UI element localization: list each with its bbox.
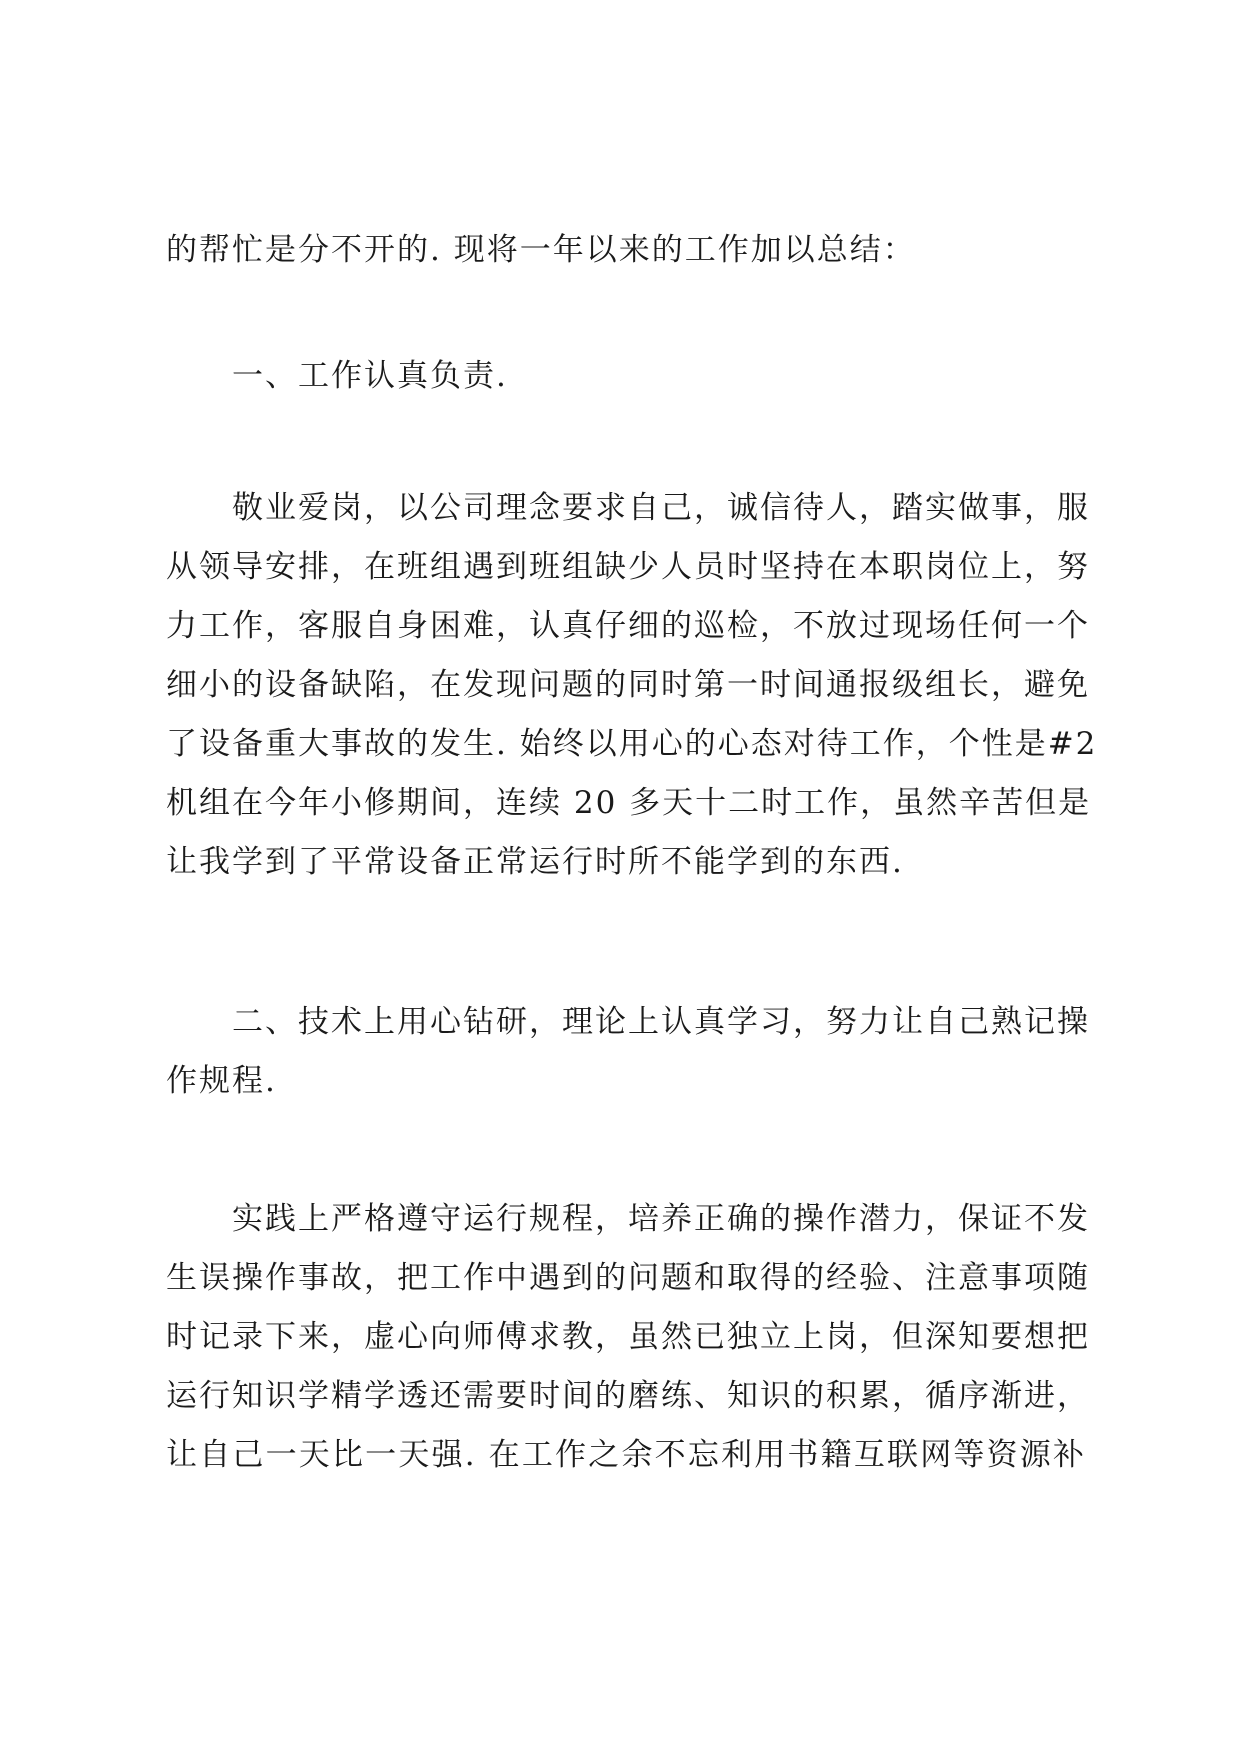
text-line: 敬业爱岗，以公司理念要求自己，诚信待人，踏实做事，服 bbox=[232, 490, 1090, 526]
text-line: 让自己一天比一天强. 在工作之余不忘利用书籍互联网等资源补 bbox=[166, 1437, 1086, 1473]
text-line: 作规程. bbox=[166, 1063, 277, 1099]
text-line: 机组在今年小修期间，连续 20 多天十二时工作，虽然辛苦但是 bbox=[166, 785, 1092, 821]
text-line: 从领导安排，在班组遇到班组缺少人员时坚持在本职岗位上，努 bbox=[166, 549, 1090, 585]
text-line: 生误操作事故，把工作中遇到的问题和取得的经验、注意事项随 bbox=[166, 1260, 1090, 1296]
text-line: 让我学到了平常设备正常运行时所不能学到的东西. bbox=[166, 844, 904, 880]
text-line: 二、技术上用心钻研，理论上认真学习，努力让自己熟记操 bbox=[232, 1004, 1090, 1040]
text-line: 力工作，客服自身困难，认真仔细的巡检，不放过现场任何一个 bbox=[166, 608, 1090, 644]
text-line: 一、工作认真负责. bbox=[232, 358, 508, 394]
text-line: 的帮忙是分不开的. 现将一年以来的工作加以总结： bbox=[166, 232, 916, 268]
text-line: 细小的设备缺陷，在发现问题的同时第一时间通报级组长，避免 bbox=[166, 667, 1090, 703]
paragraph-intro-continuation bbox=[166, 221, 1086, 280]
text-line: 了设备重大事故的发生. 始终以用心的心态对待工作，个性是#2 bbox=[166, 726, 1098, 762]
paragraph-practice bbox=[166, 1190, 1090, 1485]
section-heading-one bbox=[166, 347, 1086, 406]
text-line: 运行知识学精学透还需要时间的磨练、知识的积累，循序渐进， bbox=[166, 1378, 1090, 1414]
text-line: 时记录下来，虚心向师傅求教，虽然已独立上岗，但深知要想把 bbox=[166, 1319, 1090, 1355]
text-line: 实践上严格遵守运行规程，培养正确的操作潜力，保证不发 bbox=[232, 1201, 1090, 1237]
section-heading-two bbox=[166, 993, 1090, 1111]
paragraph-work-duty bbox=[166, 479, 1098, 892]
